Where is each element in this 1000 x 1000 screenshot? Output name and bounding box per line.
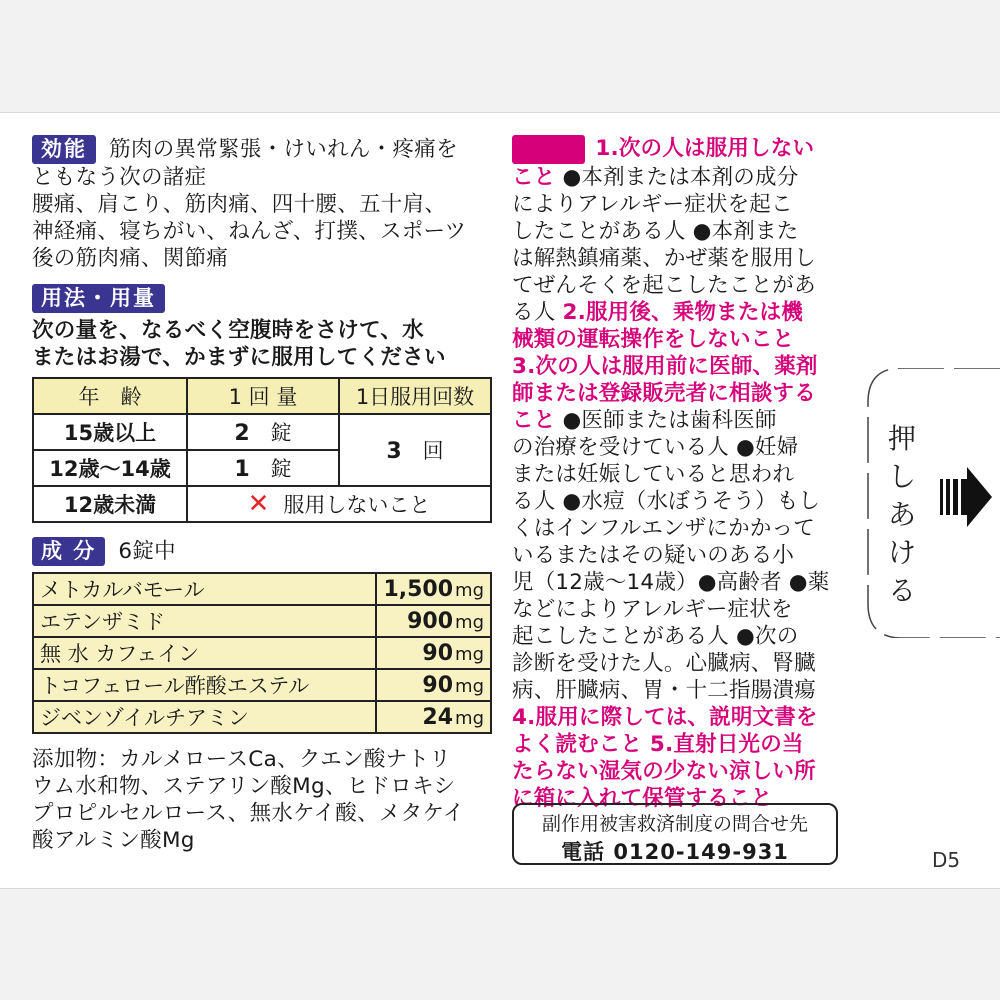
ingredients-table <box>32 572 492 734</box>
ingredient-unit: mg <box>455 579 484 601</box>
caution-highlight: 師または登録販売者に相談する <box>512 381 816 406</box>
caution-line <box>512 677 842 704</box>
additives-line: プロピルセルロース、無水ケイ酸、メタケイ <box>32 801 465 826</box>
ingredients-section <box>32 537 494 734</box>
efficacy-line: 後の筋肉痛、関節痛 <box>32 246 229 271</box>
caution-line <box>512 515 842 542</box>
efficacy-line: 腰痛、肩こり、筋肉痛、四十腰、五十肩、 <box>32 192 447 217</box>
ingredient-value: 90 <box>422 640 454 666</box>
caution-highlight: 3.次の人は服用前に医師、薬剤 <box>512 354 818 379</box>
dosage-age: 12歳未満 <box>33 486 187 522</box>
caution-segment: 児（12歳〜14歳）●高齢者 ●薬 <box>512 570 830 595</box>
caution-segment: る人 ●水痘（水ぼうそう）もし <box>512 489 821 514</box>
push-open-tab[interactable] <box>862 368 1000 638</box>
caution-segment: くはインフルエンザにかかって <box>512 516 815 541</box>
caution-segment: ●医師または歯科医師 <box>555 408 777 433</box>
caution-line <box>512 272 842 299</box>
caution-line <box>512 245 842 272</box>
caution-highlight: 2.服用後、乗物または機 <box>562 300 803 325</box>
ingredient-unit: mg <box>455 611 484 633</box>
dosage-times-num: 3 <box>386 439 402 464</box>
caution-segment: または妊娠していると思われ <box>512 462 795 487</box>
additives-section <box>32 746 494 854</box>
dosage-not-use: 服用しないこと <box>283 493 431 517</box>
caution-highlight: よく読むこと 5.直射日光の当 <box>512 732 804 757</box>
package-code: D5 <box>932 848 961 872</box>
ingredient-name: トコフェロール酢酸エステル <box>33 669 376 701</box>
caution-highlight: 械類の運転操作をしないこと <box>512 327 795 352</box>
ingredients-subtitle: 6錠中 <box>118 539 176 564</box>
ingredient-row <box>33 637 491 669</box>
ingredient-value: 90 <box>422 672 454 698</box>
dosage-row <box>33 414 491 450</box>
ingredient-unit: mg <box>455 643 484 665</box>
contact-phone: 電話 0120-149-931 <box>561 840 789 864</box>
ingredient-name: エテンザミド <box>33 605 376 637</box>
ingredient-value: 1,500 <box>383 576 454 602</box>
caution-line <box>512 135 842 164</box>
contact-box <box>512 803 838 865</box>
dosage-section <box>32 284 494 523</box>
ingredient-name: ジベンゾイルチアミン <box>33 701 376 733</box>
dosage-line: 次の量を、なるべく空腹時をさけて、水 <box>32 318 424 343</box>
ingredient-row <box>33 701 491 733</box>
dosage-age: 12歳〜14歳 <box>33 450 187 486</box>
ingredient-name: メトカルバモール <box>33 573 376 605</box>
arrow-right-icon <box>940 463 992 531</box>
caution-segment: 起こしたことがある人 ●次の <box>512 624 799 649</box>
dosage-row <box>33 486 491 522</box>
dosage-age: 15歳以上 <box>33 414 187 450</box>
caution-line <box>512 488 842 515</box>
caution-line <box>512 353 842 380</box>
caution-highlight: こと <box>512 165 556 190</box>
ingredient-unit: mg <box>455 675 484 697</box>
caution-line <box>512 461 842 488</box>
caution-line <box>512 569 842 596</box>
caution-highlight: 1.次の人は服用しない <box>595 136 815 161</box>
dosage-line: またはお湯で、かまずに服用してください <box>32 345 446 370</box>
left-column <box>32 135 494 854</box>
dosage-amount-num: 2 <box>234 421 250 446</box>
efficacy-line: 神経痛、寝ちがい、ねんざ、打撲、スポーツ <box>32 219 467 244</box>
caution-line <box>512 731 842 758</box>
dosage-header-age: 年 齢 <box>33 378 187 414</box>
additives-line: 添加物：カルメロースCa、クエン酸ナトリ <box>32 747 452 772</box>
caution-line <box>512 407 842 434</box>
efficacy-badge: 効能 <box>32 135 96 164</box>
caution-segment: 病、肝臓病、胃・十二指腸潰瘍 <box>512 678 816 703</box>
efficacy-section <box>32 135 494 272</box>
ingredient-row <box>33 605 491 637</box>
caution-text <box>512 135 842 812</box>
caution-line <box>512 650 842 677</box>
ingredient-name: 無 水 カフェイン <box>33 637 376 669</box>
caution-line <box>512 434 842 461</box>
efficacy-line: ともなう次の諸症 <box>32 165 207 190</box>
caution-highlight: たらない湿気の少ない涼しい所 <box>512 759 816 784</box>
caution-segment: したことがある人 ●本剤また <box>512 219 799 244</box>
dosage-badge: 用法・用量 <box>32 284 165 313</box>
ingredient-unit: mg <box>455 707 484 729</box>
caution-line <box>512 164 842 191</box>
caution-segment: の治療を受けている人 ●妊婦 <box>512 435 799 460</box>
contact-title: 副作用被害救済制度の問合せ先 <box>541 813 808 835</box>
caution-line <box>512 299 842 326</box>
ingredient-value: 900 <box>407 608 454 634</box>
dosage-header-times: 1日服用回数 <box>339 378 491 414</box>
additives-line: ウム水和物、ステアリン酸Mg、ヒドロキシ <box>32 774 456 799</box>
additives-line: 酸アルミン酸Mg <box>32 828 195 853</box>
ingredient-row <box>33 669 491 701</box>
caution-section <box>512 135 842 812</box>
caution-line <box>512 623 842 650</box>
caution-line <box>512 758 842 785</box>
caution-line <box>512 326 842 353</box>
caution-line <box>512 542 842 569</box>
caution-segment: る人 <box>512 300 563 325</box>
caution-line <box>512 218 842 245</box>
dosage-times-unit: 回 <box>422 439 444 463</box>
caution-segment: 診断を受けた人。心臓病、腎臓 <box>512 651 816 676</box>
caution-line <box>512 191 842 218</box>
caution-segment: などによりアレルギー症状を <box>512 597 793 622</box>
push-tab-label: 押しあける <box>887 422 916 607</box>
ingredient-value: 24 <box>422 704 454 730</box>
caution-line <box>512 704 842 731</box>
dosage-amount-unit: 錠 <box>270 457 292 481</box>
efficacy-line: 筋肉の異常緊張・けいれん・疼痛を <box>109 137 458 162</box>
ingredient-row <box>33 573 491 605</box>
dosage-header-amount: 1 回 量 <box>187 378 339 414</box>
caution-segment: いるまたはその疑いのある小 <box>512 543 795 568</box>
caution-line <box>512 380 842 407</box>
caution-badge: 注 意 <box>512 135 585 164</box>
caution-highlight: 4.服用に際しては、説明文書を <box>512 705 818 730</box>
caution-segment: によりアレルギー症状を起こ <box>512 192 793 217</box>
caution-segment: ●本剤または本剤の成分 <box>555 165 799 190</box>
caution-segment: てぜんそくを起こしたことがあ <box>512 273 816 298</box>
caution-highlight: こと <box>512 408 556 433</box>
caution-highlight: に箱に入れて保管すること <box>512 786 773 811</box>
x-mark-icon: ✕ <box>247 489 270 519</box>
ingredients-badge: 成 分 <box>32 537 105 566</box>
caution-line <box>512 596 842 623</box>
dosage-amount-num: 1 <box>234 457 250 482</box>
dosage-amount-unit: 錠 <box>270 421 292 445</box>
caution-segment: は解熱鎮痛薬、かぜ薬を服用し <box>512 246 816 271</box>
dosage-table <box>32 377 492 523</box>
